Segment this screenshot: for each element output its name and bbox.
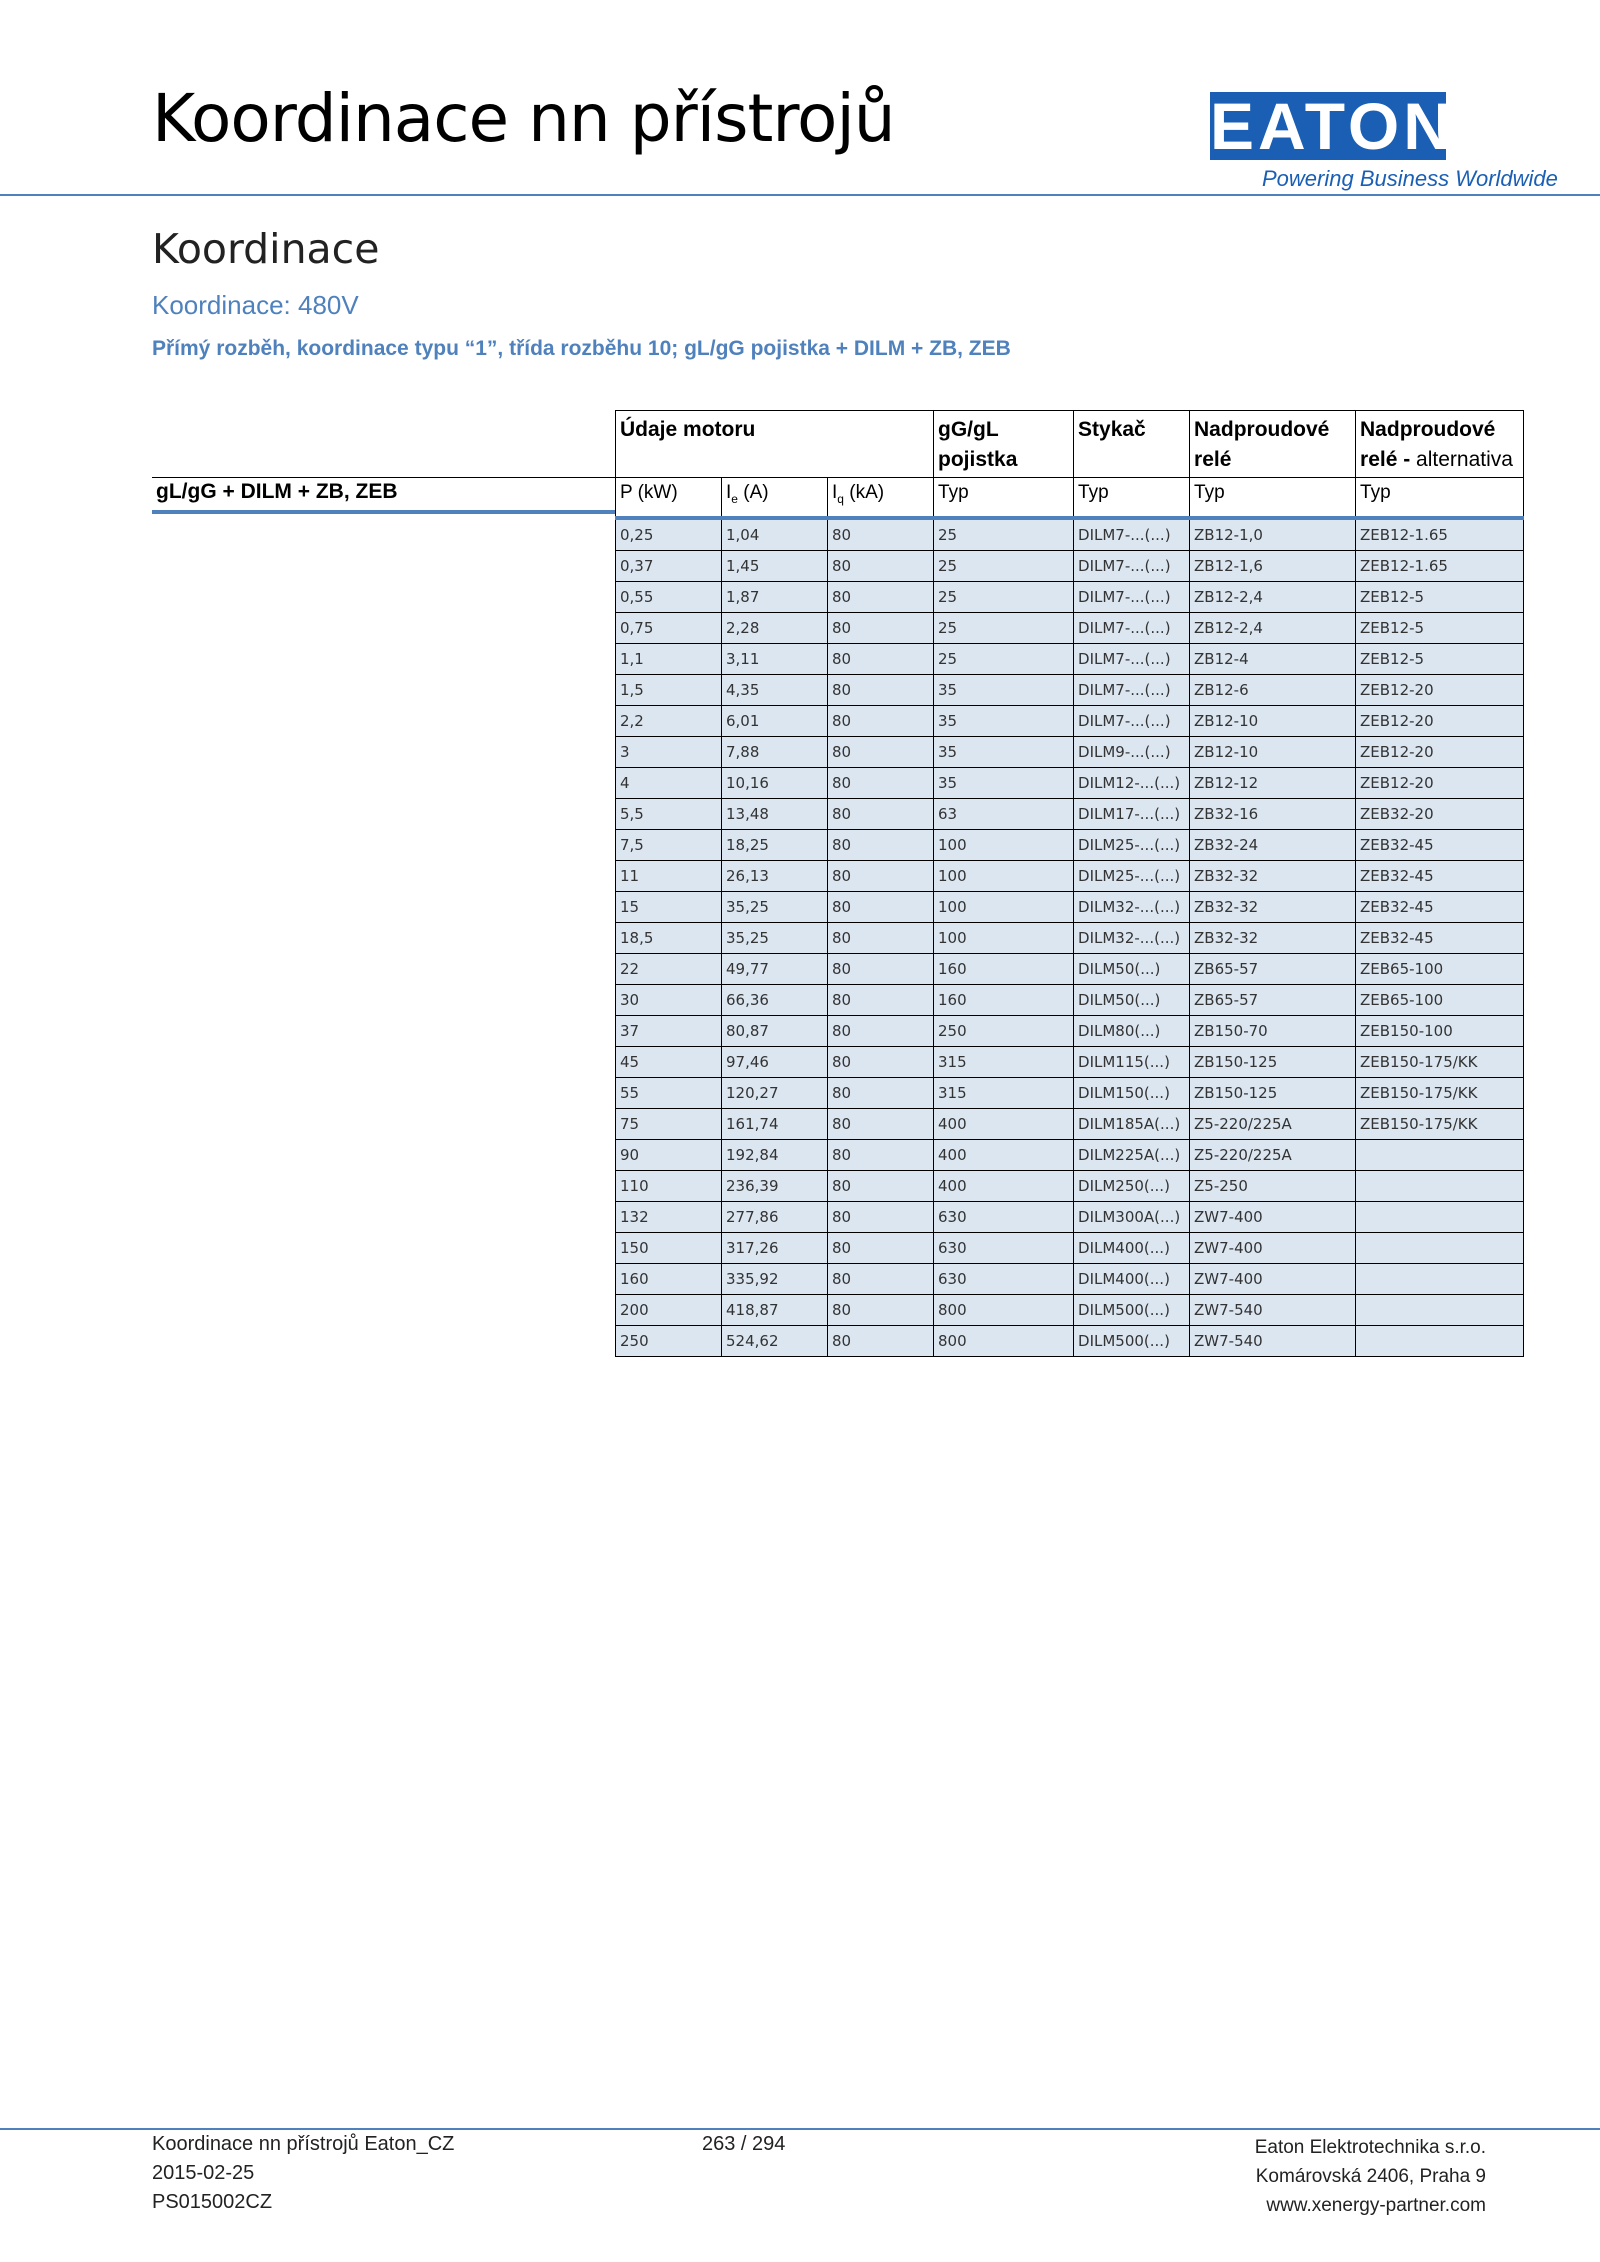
relay-alt-cell — [1356, 1294, 1524, 1325]
iq-cell: 80 — [828, 1232, 934, 1263]
power-cell: 150 — [616, 1232, 722, 1263]
relay-alt-cell: ZEB32-45 — [1356, 860, 1524, 891]
iq-column-header: $I_q$ (kA) — [828, 478, 934, 518]
iq-cell: 80 — [828, 612, 934, 643]
relay-cell: ZB12-6 — [1190, 674, 1356, 705]
fuse-cell: 35 — [934, 705, 1074, 736]
fuse-cell: 100 — [934, 891, 1074, 922]
table-row — [616, 860, 1524, 891]
fuse-type-header: Typ — [934, 478, 1074, 518]
table-row — [616, 1139, 1524, 1170]
fuse-cell: 800 — [934, 1325, 1074, 1356]
fuse-cell: 35 — [934, 674, 1074, 705]
relay-alt-header-line1: Nadproudové — [1360, 418, 1496, 441]
relay-cell: ZW7-400 — [1190, 1232, 1356, 1263]
relay-alt-cell: ZEB12-20 — [1356, 767, 1524, 798]
fuse-cell: 100 — [934, 922, 1074, 953]
contactor-cell: DILM150(...) — [1074, 1077, 1190, 1108]
table-row — [616, 1325, 1524, 1356]
relay-alt-cell: ZEB65-100 — [1356, 953, 1524, 984]
ie-cell: 13,48 — [722, 798, 828, 829]
relay-header — [1190, 411, 1356, 478]
power-cell: 0,55 — [616, 581, 722, 612]
relay-cell: ZW7-540 — [1190, 1325, 1356, 1356]
power-cell: 132 — [616, 1201, 722, 1232]
eaton-logo — [1210, 89, 1558, 196]
voltage-subheading: Koordinace: 480V — [152, 290, 359, 320]
fuse-cell: 630 — [934, 1201, 1074, 1232]
footer-page-number: 263 / 294 — [702, 2133, 786, 2155]
relay-alt-cell: ZEB12-1.65 — [1356, 550, 1524, 581]
relay-cell: Z5-220/225A — [1190, 1139, 1356, 1170]
contactor-cell: DILM400(...) — [1074, 1232, 1190, 1263]
ie-cell: 236,39 — [722, 1170, 828, 1201]
relay-cell: ZB12-1,6 — [1190, 550, 1356, 581]
relay-cell: ZW7-540 — [1190, 1294, 1356, 1325]
table-row — [616, 550, 1524, 581]
relay-cell: ZW7-400 — [1190, 1263, 1356, 1294]
fuse-header — [934, 411, 1074, 478]
coordination-description: Přímý rozběh, koordinace typu “1”, třída rozběhu 10; gL/gG pojistka + DILM + ZB, ZEB — [152, 337, 1011, 360]
contactor-cell: DILM7-...(...) — [1074, 674, 1190, 705]
iq-cell: 80 — [828, 674, 934, 705]
contactor-cell: DILM7-...(...) — [1074, 550, 1190, 581]
power-cell: 110 — [616, 1170, 722, 1201]
fuse-cell: 35 — [934, 767, 1074, 798]
iq-cell: 80 — [828, 1170, 934, 1201]
relay-cell: ZB32-32 — [1190, 891, 1356, 922]
iq-cell: 80 — [828, 860, 934, 891]
relay-alt-cell: ZEB150-175/KK — [1356, 1077, 1524, 1108]
contactor-header: Stykač — [1074, 411, 1190, 478]
iq-cell: 80 — [828, 829, 934, 860]
combination-label: gL/gG + DILM + ZB, ZEB — [156, 480, 398, 503]
table-row — [616, 891, 1524, 922]
relay-cell: ZB12-4 — [1190, 643, 1356, 674]
coordination-table — [615, 410, 1524, 1357]
ie-cell: 10,16 — [722, 767, 828, 798]
table-row — [616, 922, 1524, 953]
relay-alt-cell: ZEB150-100 — [1356, 1015, 1524, 1046]
power-cell: 15 — [616, 891, 722, 922]
table-row — [616, 1108, 1524, 1139]
power-cell: 0,37 — [616, 550, 722, 581]
contactor-cell: DILM300A(...) — [1074, 1201, 1190, 1232]
ie-cell: 66,36 — [722, 984, 828, 1015]
motor-data-header: Údaje motoru — [616, 411, 934, 478]
iq-cell: 80 — [828, 798, 934, 829]
ie-cell: 418,87 — [722, 1294, 828, 1325]
relay-header-line1: Nadproudové — [1194, 418, 1330, 441]
contactor-cell: DILM7-...(...) — [1074, 612, 1190, 643]
relay-alt-cell: ZEB150-175/KK — [1356, 1108, 1524, 1139]
relay-alt-header — [1356, 411, 1524, 478]
relay-alt-cell: ZEB12-20 — [1356, 736, 1524, 767]
fuse-cell: 25 — [934, 581, 1074, 612]
power-cell: 7,5 — [616, 829, 722, 860]
relay-header-line2: relé — [1194, 448, 1232, 471]
relay-cell: ZB65-57 — [1190, 984, 1356, 1015]
relay-alt-type-header: Typ — [1356, 478, 1524, 518]
footer-company-info — [1255, 2133, 1486, 2220]
ie-cell: 317,26 — [722, 1232, 828, 1263]
table-row — [616, 1294, 1524, 1325]
fuse-cell: 630 — [934, 1263, 1074, 1294]
fuse-cell: 25 — [934, 612, 1074, 643]
document-title: Koordinace nn přístrojů — [152, 80, 895, 157]
contactor-cell: DILM50(...) — [1074, 953, 1190, 984]
table-unit-header-row — [616, 478, 1524, 518]
combination-top-rule — [152, 477, 615, 478]
footer-company-name: Eaton Elektrotechnika s.r.o. — [1254, 2137, 1486, 2158]
fuse-cell: 160 — [934, 984, 1074, 1015]
relay-alt-cell: ZEB12-20 — [1356, 705, 1524, 736]
relay-cell: ZB32-32 — [1190, 922, 1356, 953]
relay-cell: ZB65-57 — [1190, 953, 1356, 984]
ie-cell: 18,25 — [722, 829, 828, 860]
iq-cell: 80 — [828, 1201, 934, 1232]
iq-cell: 80 — [828, 643, 934, 674]
ie-cell: 6,01 — [722, 705, 828, 736]
fuse-header-line2: pojistka — [938, 448, 1018, 471]
fuse-cell: 63 — [934, 798, 1074, 829]
power-cell: 75 — [616, 1108, 722, 1139]
footer-company-website: www.xenergy-partner.com — [1266, 2195, 1486, 2216]
contactor-cell: DILM500(...) — [1074, 1325, 1190, 1356]
power-cell: 11 — [616, 860, 722, 891]
iq-cell: 80 — [828, 922, 934, 953]
contactor-cell: DILM185A(...) — [1074, 1108, 1190, 1139]
power-column-header: P (kW) — [616, 478, 722, 518]
fuse-cell: 315 — [934, 1077, 1074, 1108]
relay-cell: ZB12-10 — [1190, 736, 1356, 767]
contactor-cell: DILM80(...) — [1074, 1015, 1190, 1046]
power-cell: 4 — [616, 767, 722, 798]
power-cell: 250 — [616, 1325, 722, 1356]
relay-cell: ZB150-70 — [1190, 1015, 1356, 1046]
ie-cell: 3,11 — [722, 643, 828, 674]
relay-alt-cell: ZEB12-5 — [1356, 612, 1524, 643]
relay-alt-header-alt: alternativa — [1416, 448, 1513, 471]
ie-cell: 120,27 — [722, 1077, 828, 1108]
relay-alt-cell: ZEB32-45 — [1356, 922, 1524, 953]
table-row — [616, 643, 1524, 674]
contactor-cell: DILM12-...(...) — [1074, 767, 1190, 798]
section-heading: Koordinace — [152, 225, 380, 273]
iq-cell: 80 — [828, 891, 934, 922]
footer-date: 2015-02-25 — [152, 2162, 255, 2184]
fuse-cell: 630 — [934, 1232, 1074, 1263]
iq-cell: 80 — [828, 1139, 934, 1170]
contactor-cell: DILM32-...(...) — [1074, 922, 1190, 953]
contactor-cell: DILM50(...) — [1074, 984, 1190, 1015]
table-group-header-row — [616, 411, 1524, 478]
relay-cell: ZB12-12 — [1190, 767, 1356, 798]
relay-cell: ZB12-1,0 — [1190, 518, 1356, 551]
table-row — [616, 1201, 1524, 1232]
contactor-cell: DILM32-...(...) — [1074, 891, 1190, 922]
table-row — [616, 518, 1524, 551]
relay-alt-cell: ZEB12-5 — [1356, 581, 1524, 612]
fuse-cell: 160 — [934, 953, 1074, 984]
ie-cell: 7,88 — [722, 736, 828, 767]
table-row — [616, 736, 1524, 767]
relay-cell: ZB12-2,4 — [1190, 612, 1356, 643]
table-row — [616, 798, 1524, 829]
contactor-cell: DILM7-...(...) — [1074, 705, 1190, 736]
relay-alt-cell — [1356, 1325, 1524, 1356]
power-cell: 37 — [616, 1015, 722, 1046]
iq-cell: 80 — [828, 1108, 934, 1139]
relay-alt-cell — [1356, 1201, 1524, 1232]
table-row — [616, 1046, 1524, 1077]
power-cell: 18,5 — [616, 922, 722, 953]
contactor-cell: DILM225A(...) — [1074, 1139, 1190, 1170]
iq-cell: 80 — [828, 705, 934, 736]
footer-document-name: Koordinace nn přístrojů Eaton_CZ — [152, 2133, 455, 2155]
relay-type-header: Typ — [1190, 478, 1356, 518]
ie-cell: 1,04 — [722, 518, 828, 551]
iq-cell: 80 — [828, 518, 934, 551]
footer-company-address: Komárovská 2406, Praha 9 — [1255, 2166, 1486, 2187]
power-cell: 22 — [616, 953, 722, 984]
table-row — [616, 984, 1524, 1015]
footer-document-code: PS015002CZ — [152, 2191, 273, 2213]
ie-cell: 49,77 — [722, 953, 828, 984]
contactor-cell: DILM250(...) — [1074, 1170, 1190, 1201]
relay-alt-cell: ZEB150-175/KK — [1356, 1046, 1524, 1077]
contactor-cell: DILM25-...(...) — [1074, 829, 1190, 860]
relay-alt-cell — [1356, 1263, 1524, 1294]
table-row — [616, 1170, 1524, 1201]
fuse-cell: 25 — [934, 518, 1074, 551]
ie-cell: 277,86 — [722, 1201, 828, 1232]
relay-cell: ZB150-125 — [1190, 1046, 1356, 1077]
table-row — [616, 1263, 1524, 1294]
relay-alt-cell: ZEB32-45 — [1356, 891, 1524, 922]
relay-alt-header-line2: relé - — [1360, 448, 1417, 471]
ie-cell: 1,45 — [722, 550, 828, 581]
fuse-cell: 100 — [934, 829, 1074, 860]
power-cell: 90 — [616, 1139, 722, 1170]
table-row — [616, 829, 1524, 860]
iq-cell: 80 — [828, 1294, 934, 1325]
relay-alt-cell — [1356, 1170, 1524, 1201]
eaton-logo-wordmark: EATON — [1210, 89, 1455, 163]
table-row — [616, 674, 1524, 705]
fuse-cell: 400 — [934, 1108, 1074, 1139]
relay-alt-cell — [1356, 1232, 1524, 1263]
power-cell: 5,5 — [616, 798, 722, 829]
power-cell: 0,75 — [616, 612, 722, 643]
table-row — [616, 612, 1524, 643]
fuse-cell: 400 — [934, 1170, 1074, 1201]
power-cell: 30 — [616, 984, 722, 1015]
power-cell: 0,25 — [616, 518, 722, 551]
relay-cell: ZB12-10 — [1190, 705, 1356, 736]
relay-cell: ZB32-16 — [1190, 798, 1356, 829]
relay-alt-cell: ZEB65-100 — [1356, 984, 1524, 1015]
ie-cell: 4,35 — [722, 674, 828, 705]
iq-cell: 80 — [828, 1077, 934, 1108]
ie-cell: 2,28 — [722, 612, 828, 643]
ie-cell: 161,74 — [722, 1108, 828, 1139]
power-cell: 1,1 — [616, 643, 722, 674]
fuse-cell: 100 — [934, 860, 1074, 891]
power-cell: 55 — [616, 1077, 722, 1108]
ie-cell: 335,92 — [722, 1263, 828, 1294]
fuse-cell: 315 — [934, 1046, 1074, 1077]
iq-cell: 80 — [828, 581, 934, 612]
power-cell: 160 — [616, 1263, 722, 1294]
ie-column-header: $I_e$ (A) — [722, 478, 828, 518]
contactor-cell: DILM17-...(...) — [1074, 798, 1190, 829]
relay-alt-cell: ZEB32-20 — [1356, 798, 1524, 829]
relay-cell: ZB150-125 — [1190, 1077, 1356, 1108]
contactor-cell: DILM500(...) — [1074, 1294, 1190, 1325]
ie-cell: 35,25 — [722, 922, 828, 953]
contactor-cell: DILM115(...) — [1074, 1046, 1190, 1077]
contactor-cell: DILM7-...(...) — [1074, 581, 1190, 612]
contactor-cell: DILM7-...(...) — [1074, 643, 1190, 674]
iq-cell: 80 — [828, 1046, 934, 1077]
table-row — [616, 1232, 1524, 1263]
fuse-header-line1: gG/gL — [938, 418, 999, 441]
table-row — [616, 705, 1524, 736]
ie-cell: 1,87 — [722, 581, 828, 612]
power-cell: 200 — [616, 1294, 722, 1325]
relay-alt-cell: ZEB32-45 — [1356, 829, 1524, 860]
relay-cell: Z5-220/225A — [1190, 1108, 1356, 1139]
relay-cell: ZB12-2,4 — [1190, 581, 1356, 612]
table-row — [616, 953, 1524, 984]
combination-rule — [152, 510, 615, 514]
power-cell: 2,2 — [616, 705, 722, 736]
contactor-cell: DILM9-...(...) — [1074, 736, 1190, 767]
power-cell: 1,5 — [616, 674, 722, 705]
header-divider — [0, 194, 1600, 196]
eaton-logo-tagline: Powering Business Worldwide — [1262, 166, 1558, 191]
fuse-cell: 800 — [934, 1294, 1074, 1325]
footer-document-info — [152, 2130, 454, 2217]
relay-cell: ZW7-400 — [1190, 1201, 1356, 1232]
contactor-type-header: Typ — [1074, 478, 1190, 518]
fuse-cell: 25 — [934, 550, 1074, 581]
iq-cell: 80 — [828, 550, 934, 581]
fuse-cell: 250 — [934, 1015, 1074, 1046]
iq-cell: 80 — [828, 953, 934, 984]
coordination-table-body — [616, 518, 1524, 1357]
power-cell: 45 — [616, 1046, 722, 1077]
relay-alt-cell: ZEB12-5 — [1356, 643, 1524, 674]
ie-cell: 192,84 — [722, 1139, 828, 1170]
relay-alt-cell — [1356, 1139, 1524, 1170]
relay-alt-cell: ZEB12-1.65 — [1356, 518, 1524, 551]
iq-cell: 80 — [828, 984, 934, 1015]
contactor-cell: DILM400(...) — [1074, 1263, 1190, 1294]
fuse-cell: 35 — [934, 736, 1074, 767]
ie-cell: 35,25 — [722, 891, 828, 922]
relay-cell: ZB32-24 — [1190, 829, 1356, 860]
relay-alt-cell: ZEB12-20 — [1356, 674, 1524, 705]
ie-cell: 80,87 — [722, 1015, 828, 1046]
table-row — [616, 1015, 1524, 1046]
fuse-cell: 25 — [934, 643, 1074, 674]
power-cell: 3 — [616, 736, 722, 767]
fuse-cell: 400 — [934, 1139, 1074, 1170]
ie-cell: 524,62 — [722, 1325, 828, 1356]
ie-cell: 26,13 — [722, 860, 828, 891]
relay-cell: ZB32-32 — [1190, 860, 1356, 891]
iq-cell: 80 — [828, 1325, 934, 1356]
iq-cell: 80 — [828, 736, 934, 767]
iq-cell: 80 — [828, 1263, 934, 1294]
iq-cell: 80 — [828, 1015, 934, 1046]
table-row — [616, 581, 1524, 612]
iq-cell: 80 — [828, 767, 934, 798]
ie-cell: 97,46 — [722, 1046, 828, 1077]
contactor-cell: DILM25-...(...) — [1074, 860, 1190, 891]
contactor-cell: DILM7-...(...) — [1074, 518, 1190, 551]
table-row — [616, 767, 1524, 798]
relay-cell: Z5-250 — [1190, 1170, 1356, 1201]
table-row — [616, 1077, 1524, 1108]
